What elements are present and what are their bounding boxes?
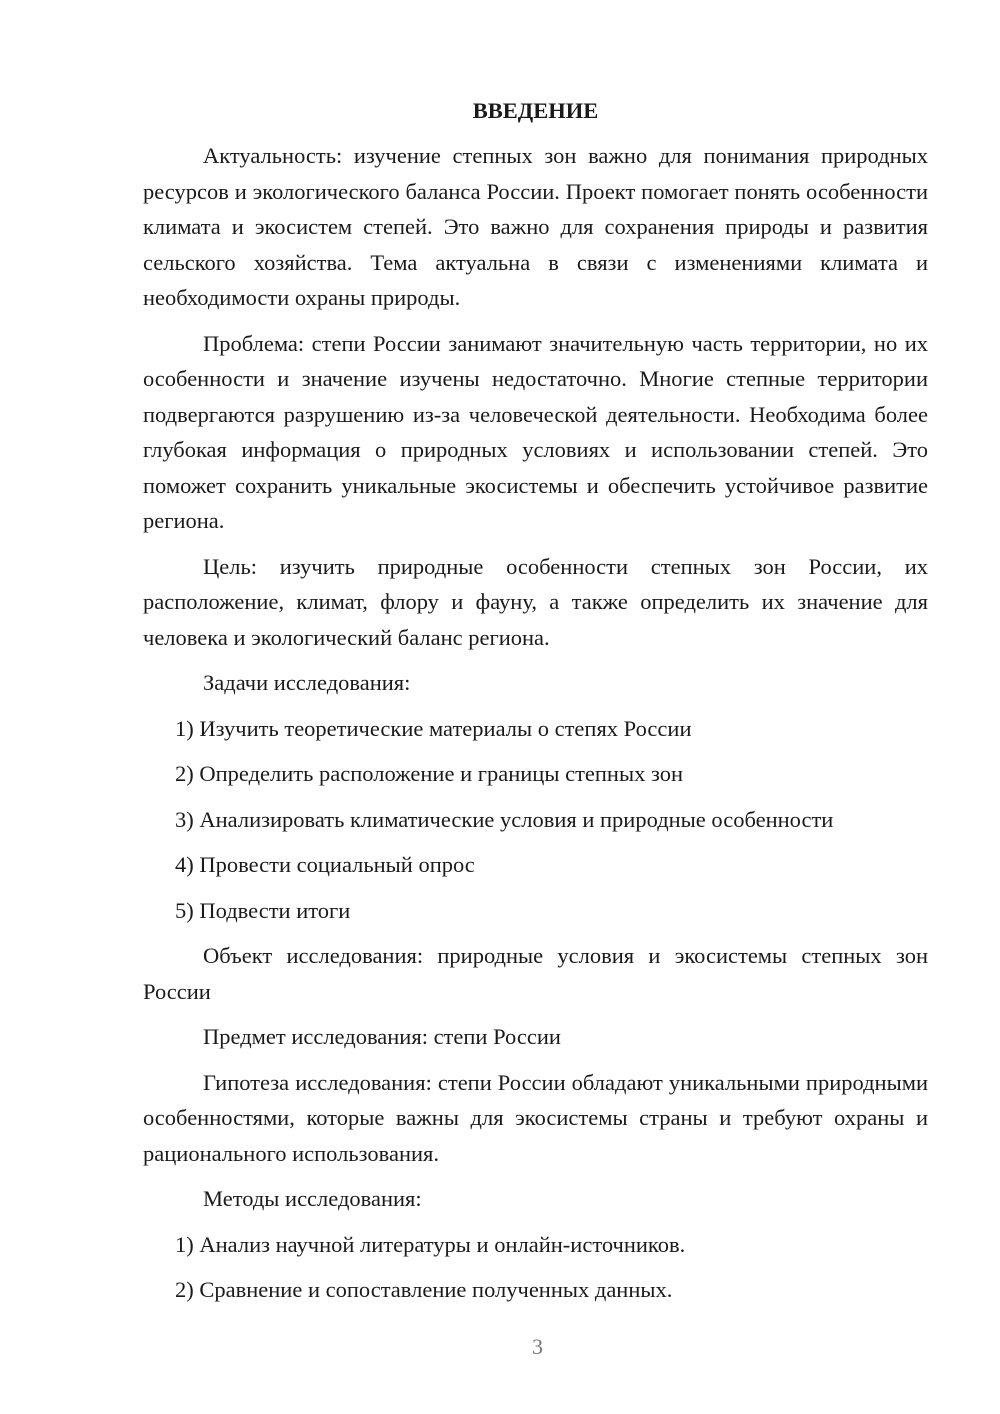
methods-title: Методы исследования: [203,1186,422,1211]
task-item: 2) Определить расположение и границы степных зон [175,761,684,786]
relevance-paragraph: Актуальность: изучение степных зон важно для понимания природных ресурсов и экологического баланса России. Проект помогает понять особенности климата и экосистем степей. Это важно для сохранения природы и развития сельского хозяйства. Тема актуальна в связи с изменениями климата и необходимости охраны природы. [143,143,928,310]
method-item: 1) Анализ научной литературы и онлайн-источников. [175,1231,686,1257]
task-item: 4) Провести социальный опрос [175,852,475,877]
hypothesis-paragraph: Гипотеза исследования: степи России обладают уникальными природными особенностями, которые важны для экосистемы страны и требуют охраны и рационального использования. [143,1069,928,1166]
page-body [143,95,928,1318]
section-heading: ВВЕДЕНИЕ [472,98,599,123]
tasks-title: Задачи исследования: [203,670,411,695]
problem-paragraph: Проблема: степи России занимают значительную часть территории, но их особенности и значение изучены недостаточно. Многие степные территории подвергаются разрушению из-за человеческой деятельности. Необходима более глубокая информация о природных условиях и использовании степей. Это поможет сохранить уникальные экосистемы и обеспечить устойчивое развитие региона. [143,330,928,533]
page-number: 3 [532,1334,543,1359]
method-item: 2) Сравнение и сопоставление полученных данных. [175,1277,673,1302]
object-paragraph: Объект исследования: природные условия и экосистемы степных зон России [143,943,928,1004]
task-item: 1) Изучить теоретические материалы о степях России [175,715,692,741]
task-item: 3) Анализировать климатические условия и природные особенности [175,806,834,832]
goal-paragraph: Цель: изучить природные особенности степных зон России, их расположение, климат, флору и фауну, а также определить их значение для человека и экологический баланс региона. [143,553,928,650]
subject-paragraph: Предмет исследования: степи России [203,1024,561,1049]
task-item: 5) Подвести итоги [175,897,351,923]
